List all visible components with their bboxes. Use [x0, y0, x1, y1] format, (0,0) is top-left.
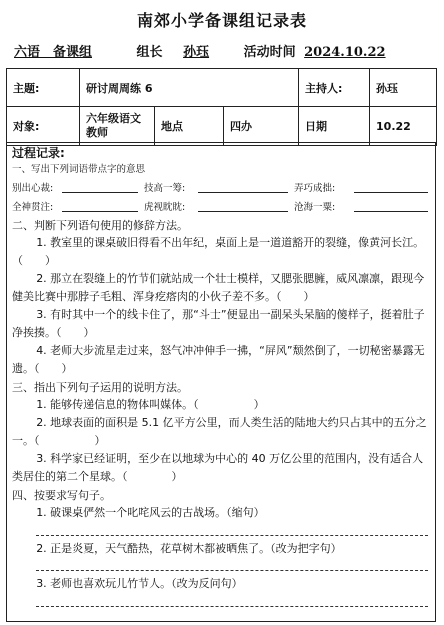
date-value: 2024.10.22 [304, 45, 386, 60]
answer-line[interactable] [198, 210, 288, 212]
question-text: 1. 破课桌俨然一个叱咤风云的古战场。（缩句） [36, 506, 265, 519]
target-label: 对象: [7, 107, 80, 146]
word-item: 弄巧成拙: [294, 183, 336, 194]
section-1-title: 一、写出下列词语带点字的意思 [12, 164, 146, 175]
answer-line[interactable] [354, 191, 428, 193]
word-item: 技高一筹: [144, 183, 186, 194]
process-heading: 过程记录: [12, 146, 65, 160]
host-value: 孙珏 [370, 69, 437, 107]
topic-value: 研讨周周练 6 [80, 69, 299, 107]
day-value: 10.22 [370, 107, 437, 146]
topic-label: 主题: [7, 69, 80, 107]
leader-name: 孙珏 [183, 45, 210, 60]
question-text: 2. 地球表面的面积是 5.1 亿平方公里，而人类生活的陆地大约只占其中的五分之一。（ ） [12, 416, 427, 447]
question-text: 3. 老师也喜欢玩儿竹节人。（改为反问句） [36, 577, 243, 590]
answer-line[interactable] [36, 605, 428, 607]
question-text: 1. 教室里的课桌破旧得看不出年纪，桌面上是一道道豁开的裂缝，像黄河长江。（ ） [12, 236, 425, 267]
host-label: 主持人: [299, 69, 370, 107]
answer-line[interactable] [62, 191, 138, 193]
target-value: 六年级语文教师 [80, 107, 155, 146]
question-text: 3. 科学家已经证明，至少在以地球为中心的 40 万亿公里的范围内，没有适合人类居住的第二个星球。（ ） [12, 452, 424, 483]
word-item: 虎视眈眈: [144, 202, 186, 213]
answer-line[interactable] [36, 569, 428, 571]
place-label: 地点 [155, 107, 224, 146]
answer-line[interactable] [62, 210, 138, 212]
section-2-title: 二、判断下列语句使用的修辞方法。 [12, 219, 188, 232]
group-info-line [14, 41, 434, 60]
question-text: 1. 能够传递信息的物体叫媒体。（ ） [36, 398, 265, 411]
date-label: 活动时间 [243, 45, 296, 60]
page-title: 南郊小学备课组记录表 [136, 11, 307, 30]
meta-table [6, 68, 437, 146]
question-text: 2. 那立在裂缝上的竹节们就站成一个壮士模样，又腮张腮臃，威风凛凛，跟现今健美比赛中那脖子毛粗、浑身疙瘩肉的小伙子差不多。（ ） [12, 272, 425, 303]
word-item: 别出心裁: [12, 183, 54, 194]
answer-line[interactable] [354, 210, 428, 212]
leader-label: 组长 [136, 45, 163, 60]
place-value: 四办 [224, 107, 299, 146]
section-3-title: 三、指出下列句子运用的说明方法。 [12, 381, 188, 394]
word-item: 全神贯注: [12, 202, 54, 213]
word-item: 沧海一粟: [294, 202, 336, 213]
answer-line[interactable] [36, 534, 428, 536]
day-label: 日期 [299, 107, 370, 146]
grade-group: 六语 备课组 [14, 45, 93, 60]
question-text: 3. 有时其中一个的线卡住了，那“斗士”便显出一副呆头呆脑的傻样子，挺着肚子净挨揍。（ ） [12, 308, 425, 339]
section-4-title: 四、按要求写句子。 [12, 489, 111, 502]
answer-line[interactable] [198, 191, 288, 193]
question-text: 4. 老师大步流星走过来，怒气冲冲伸手一拂，“屏风”颓然倒了，一切秘密暴露无遗。（ ） [12, 344, 425, 375]
question-text: 2. 正是炎夏，天气酷热，花草树木都被晒焦了。（改为把字句） [36, 542, 342, 555]
